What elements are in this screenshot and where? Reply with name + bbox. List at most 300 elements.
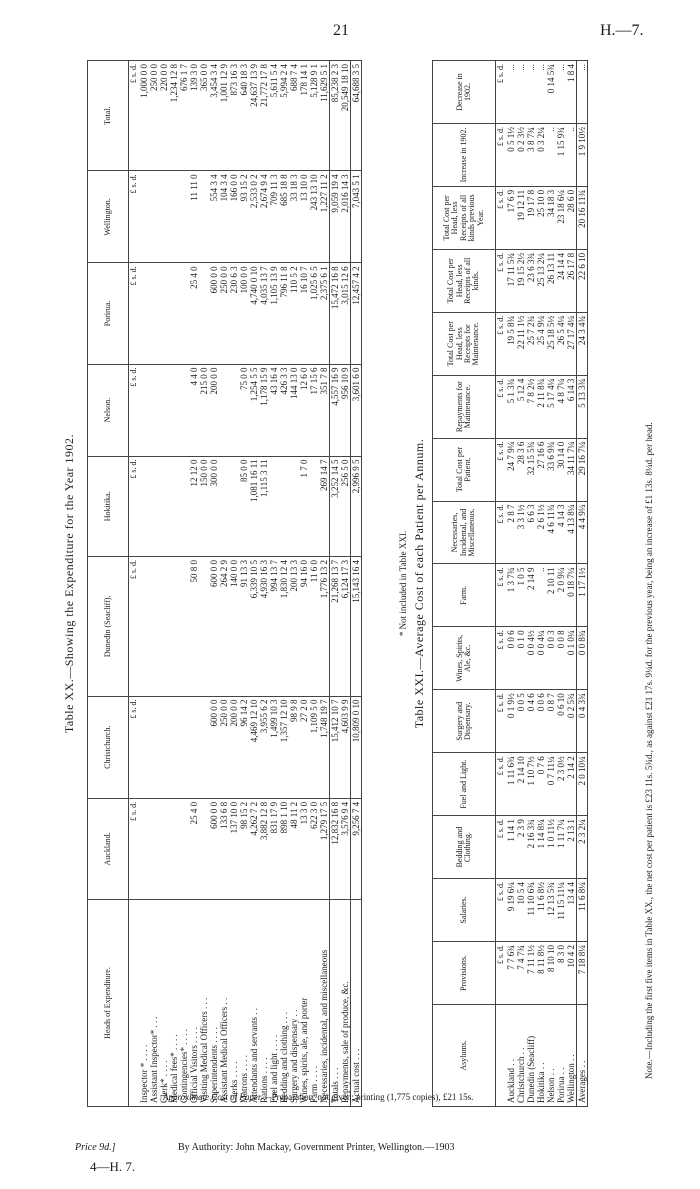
table-cell: 100 0 0: [239, 263, 249, 364]
table-cell: 13 10 0: [299, 171, 309, 263]
table-cell: 2 13 1: [566, 816, 577, 879]
column-header: Bedding and Clothing.: [433, 816, 496, 879]
table-cell: 3,882 12 8: [259, 798, 269, 899]
table-row: [546, 61, 556, 1107]
table-cell: 215 0 0: [199, 364, 209, 456]
table-cell: 11 15 11¼: [556, 879, 566, 942]
table-cell: £ s. d.: [496, 312, 507, 375]
table-row: [149, 61, 159, 1107]
table-cell: 0 0 4½: [526, 627, 536, 690]
table-cell: 17 11 5¾: [506, 249, 516, 312]
table-cell: [199, 557, 209, 697]
table-cell: 4,603 9 9: [340, 696, 351, 798]
table-cell: 0 4 3¾: [577, 690, 588, 753]
table-cell: [219, 364, 229, 456]
table-cell: 9 19 6¼: [506, 879, 516, 942]
table-cell: 5 13 3¾: [577, 375, 588, 438]
table-row: [299, 61, 309, 1107]
table-cell: 0 2 3½: [516, 123, 526, 186]
table-cell: 1 11 6¾: [506, 753, 516, 816]
table-cell: 1 11 7¼: [556, 816, 566, 879]
table-cell: 98 9 8: [289, 696, 299, 798]
table-row: [556, 61, 566, 1107]
table-row: [169, 61, 179, 1107]
table-cell: 7 7 6¾: [506, 941, 516, 1004]
row-label: Necessaries, incidental, and miscellaneous: [319, 900, 330, 1107]
table-cell: 25 4 0: [189, 798, 199, 899]
table-cell: 32 15 5¾: [526, 438, 536, 501]
table-cell: £ s. d.: [496, 123, 507, 186]
table-cell: £ s. d.: [129, 456, 140, 556]
row-label: Superintendents . . . .: [209, 900, 219, 1107]
table-cell: 0 0 6: [536, 690, 546, 753]
table-cell: £ s. d.: [129, 171, 140, 263]
table-cell: 12 6 0: [299, 364, 309, 456]
table-cell: 3,601 6 0: [351, 364, 362, 456]
table-cell: 4,035 13 7: [259, 263, 269, 364]
table-cell: 178 14 1: [299, 61, 309, 171]
paper-cost-text: —Preparation, not given; printing (1,775 copies), £21 15s.: [262, 1092, 474, 1102]
table-row: [129, 61, 140, 1107]
table-cell: 3 3 1½: [516, 501, 526, 564]
table-cell: 19 12 11: [516, 186, 526, 249]
table-cell: 7 18 8¼: [577, 941, 588, 1004]
table-cell: 300 0 0: [209, 456, 219, 556]
table-cell: 6,124 17 3: [340, 557, 351, 697]
row-label: Contingencies* . . . .: [179, 900, 189, 1107]
table-cell: [159, 263, 169, 364]
table-cell: 709 11 3: [269, 171, 279, 263]
table-cell: [159, 364, 169, 456]
page-number: 21: [333, 22, 349, 39]
row-label: Visiting Medical Officers . . .: [199, 900, 209, 1107]
column-header: Necessaries, Incidental, and Miscellaneous.: [433, 501, 496, 564]
table-row: [309, 61, 319, 1107]
table-cell: 2,016 14 3: [340, 171, 351, 263]
table-cell: 2 0 9¼: [556, 564, 566, 627]
table-cell: [139, 364, 149, 456]
table-cell: 1 0 11½: [546, 816, 556, 879]
column-header: Asylums.: [433, 1004, 496, 1106]
table-cell: [169, 364, 179, 456]
table-cell: £ s. d.: [496, 690, 507, 753]
signature-mark: 4—H. 7.: [90, 1159, 136, 1174]
table-cell: 5 12 4: [516, 375, 526, 438]
table-cell: 43 16 4: [269, 364, 279, 456]
row-label: Farm . . . .: [309, 900, 319, 1107]
table-cell: 2,533 0 2: [249, 171, 259, 263]
table-cell: 16 10 7: [299, 263, 309, 364]
column-header: Total Cost per Head, less Receipts of all kinds.: [433, 249, 496, 312]
table-cell: 2,996 9 5: [351, 456, 362, 556]
table-cell: 10,809 0 10: [351, 696, 362, 798]
table-cell: [159, 696, 169, 798]
table-cell: 1,000 0 0: [139, 61, 149, 171]
table-cell: 1 10 7½: [526, 753, 536, 816]
table-cell: [229, 364, 239, 456]
table-cell: 3,576 9 4: [340, 798, 351, 899]
table-cell: 4 4 0: [189, 364, 199, 456]
table-cell: 8 11 8½: [536, 941, 546, 1004]
table-cell: £ s. d.: [496, 753, 507, 816]
table-cell: 6,339 10 5: [249, 557, 259, 697]
table-21-note: Note.—Including the first five items in Table XX., the net cost per patient is £23 11s. 5¾d., as against £21 17s. 9¼d. for the previous year, being an increase of £1 13s. 8¼d. per head.: [644, 422, 654, 1079]
row-label: [129, 900, 140, 1107]
table-cell: £ s. d.: [496, 564, 507, 627]
table-row: [259, 61, 269, 1107]
column-header: Repayments for Maintenance.: [433, 375, 496, 438]
column-header: Hokitika.: [88, 456, 129, 556]
table-cell: [169, 456, 179, 556]
table-row: [229, 61, 239, 1107]
table-cell: 6 14 3: [566, 375, 577, 438]
table-cell: 0 8 7: [546, 690, 556, 753]
table-cell: 8 10 10: [546, 941, 556, 1004]
column-header: Provisions.: [433, 941, 496, 1004]
row-label: Inspector * . . . .: [139, 900, 149, 1107]
table-cell: £ s. d.: [496, 375, 507, 438]
table-cell: 1,105 13 9: [269, 263, 279, 364]
table-cell: £ s. d.: [496, 186, 507, 249]
table-cell: £ s. d.: [496, 941, 507, 1004]
table-cell: 25 13 2¼: [536, 249, 546, 312]
table-row: [433, 61, 496, 1107]
table-cell: 1,254 5 5: [249, 364, 259, 456]
table-cell: [159, 171, 169, 263]
table-cell: 7 11 1½: [526, 941, 536, 1004]
table-cell: 898 1 10: [279, 798, 289, 899]
column-header: Wellington.: [88, 171, 129, 263]
average-cost-table: [432, 60, 588, 1107]
table-cell: ...: [536, 61, 546, 124]
table-cell: [179, 456, 189, 556]
table-cell: 640 18 3: [239, 61, 249, 171]
table-cell: 29 16 7¼: [577, 438, 588, 501]
row-label: Fuel and light . . . .: [269, 900, 279, 1107]
table-cell: 48 11 2: [289, 798, 299, 899]
table-cell: 2 3 0½: [556, 753, 566, 816]
table-cell: [199, 263, 209, 364]
row-label: Rations . . . .: [259, 900, 269, 1107]
table-cell: 2 11 8¾: [536, 375, 546, 438]
column-header: Farm.: [433, 564, 496, 627]
column-header: Surgery and Dispensary.: [433, 690, 496, 753]
table-cell: [309, 456, 319, 556]
table-cell: 250 0 0: [219, 696, 229, 798]
table-cell: [169, 557, 179, 697]
table-cell: £ s. d.: [496, 249, 507, 312]
table-cell: 75 0 0: [239, 364, 249, 456]
table-cell: [139, 456, 149, 556]
table-cell: 1 14 8¼: [536, 816, 546, 879]
table-cell: 600 0 0: [209, 798, 219, 899]
table-cell: 27 17 4¼: [566, 312, 577, 375]
table-cell: 26 17 8: [566, 249, 577, 312]
table-cell: 15,143 16 4: [351, 557, 362, 697]
table-cell: [179, 557, 189, 697]
table-cell: ...: [577, 61, 588, 124]
table-cell: 250 0 0: [219, 263, 229, 364]
table-cell: 688 7 4: [289, 61, 299, 171]
table-cell: 110 5 2: [289, 263, 299, 364]
table-cell: £ s. d.: [129, 798, 140, 899]
table-cell: 1,234 12 8: [169, 61, 179, 171]
table-row: [319, 61, 330, 1107]
row-label: Surgery and dispensary . .: [289, 900, 299, 1107]
table-row: [516, 61, 526, 1107]
table-cell: 2 3 2¼: [577, 816, 588, 879]
table-cell: 9,256 7 4: [351, 798, 362, 899]
table-cell: 1 8 4: [566, 61, 577, 124]
table-cell: 4 8 7¼: [556, 375, 566, 438]
table-cell: 2 14 10: [516, 753, 526, 816]
table-cell: 1 14 1: [506, 816, 516, 879]
row-label: Actual cost . . .: [351, 900, 362, 1107]
table-cell: 956 10 9: [340, 364, 351, 456]
table-cell: 426 3 3: [279, 364, 289, 456]
table-cell: [169, 263, 179, 364]
table-cell: 26 13 11: [546, 249, 556, 312]
table-row: [351, 61, 362, 1107]
table-cell: 1 0 5: [516, 564, 526, 627]
column-header: Porirua.: [88, 263, 129, 364]
table-cell: 269 14 7: [319, 456, 330, 556]
table-cell: 10 4 2: [566, 941, 577, 1004]
table-cell: 85 0 0: [239, 456, 249, 556]
table-cell: 1,748 19 7: [319, 696, 330, 798]
table-cell: ..: [536, 564, 546, 627]
column-header: Auckland.: [88, 798, 129, 899]
printer-authority: By Authority: John Mackay, Government Printer, Wellington.—1903: [178, 1142, 455, 1153]
table-cell: £ s. d.: [496, 627, 507, 690]
table-cell: 9,059 19 4: [330, 171, 341, 263]
price: Price 9d.]: [75, 1142, 116, 1153]
table-cell: £ s. d.: [496, 816, 507, 879]
table-cell: 7,043 5 1: [351, 171, 362, 263]
table-cell: 24 7 9¼: [506, 438, 516, 501]
table-cell: 28 3 6: [516, 438, 526, 501]
table-cell: [149, 263, 159, 364]
table-cell: [169, 798, 179, 899]
table-cell: 622 3 0: [309, 798, 319, 899]
table-cell: 17 15 6: [309, 364, 319, 456]
table-cell: [149, 364, 159, 456]
table-cell: 25 4 0: [189, 263, 199, 364]
table-cell: 1,227 11 2: [319, 171, 330, 263]
table-cell: 4 4 9¼: [577, 501, 588, 564]
table-20-footnote: * Not included in Table XXI.: [398, 530, 408, 637]
table-cell: 3,015 12 6: [340, 263, 351, 364]
table-cell: 8 3 0: [556, 941, 566, 1004]
table-cell: 796 11 8: [279, 263, 289, 364]
table-cell: 140 0 0: [229, 557, 239, 697]
table-cell: 0 7 6: [536, 753, 546, 816]
column-header: Dunedin (Seacliff).: [88, 557, 129, 697]
table-cell: £ s. d.: [496, 61, 507, 124]
document-reference: H.—7.: [600, 22, 644, 39]
row-label: Dunedin (Seacliff): [526, 1004, 536, 1106]
column-header: Total Cost per Patient.: [433, 438, 496, 501]
table-cell: 4,740 0 10: [249, 263, 259, 364]
column-header: Increase in 1902.: [433, 123, 496, 186]
table-cell: 2,375 6 1: [319, 263, 330, 364]
table-cell: 3,955 6 2: [259, 696, 269, 798]
table-cell: 166 0 0: [229, 171, 239, 263]
row-label: Porirua . .: [556, 1004, 566, 1106]
table-cell: 250 0 0: [149, 61, 159, 171]
table-row: [526, 61, 536, 1107]
table-cell: 200 13 3: [289, 557, 299, 697]
table-row: [179, 61, 189, 1107]
table-cell: 26 5 4¼: [556, 312, 566, 375]
column-header: Nelson.: [88, 364, 129, 456]
table-cell: 19 17 8: [526, 186, 536, 249]
row-label: Bedding and clothing . . .: [279, 900, 289, 1107]
table-cell: 5 1 3¾: [506, 375, 516, 438]
table-cell: 20 16 11¾: [577, 186, 588, 249]
table-row: [577, 61, 588, 1107]
table-cell: 23 18 6¼: [556, 186, 566, 249]
table-cell: 25 4 9¼: [536, 312, 546, 375]
table-cell: 15,472 16 8: [330, 263, 341, 364]
table-cell: 600 0 0: [209, 696, 219, 798]
table-cell: ...: [516, 61, 526, 124]
table-cell: 0 0 8¾: [577, 627, 588, 690]
table-cell: 11 6 8½: [536, 879, 546, 942]
table-cell: [189, 696, 199, 798]
table-cell: [159, 557, 169, 697]
table-cell: 98 15 2: [239, 798, 249, 899]
row-label: [496, 1004, 507, 1106]
table-cell: 600 0 0: [209, 263, 219, 364]
table-cell: 0 0 3: [546, 627, 556, 690]
table-cell: 1,178 15 9: [259, 364, 269, 456]
table-cell: 137 10 0: [229, 798, 239, 899]
table-cell: [169, 696, 179, 798]
row-label: Assistant Medical Officers . .: [219, 900, 229, 1107]
table-row: [330, 61, 341, 1107]
table-cell: 28 6 0: [566, 186, 577, 249]
table-cell: £ s. d.: [496, 438, 507, 501]
row-label: Repayments, sale of produce, &c.: [340, 900, 351, 1107]
table-21-title: Table XXI.—Average Cost of each Patient per Annum.: [412, 438, 426, 729]
table-cell: 0 1 9½: [506, 690, 516, 753]
row-label: Hokitika . .: [536, 1004, 546, 1106]
table-cell: 2 14 2: [566, 753, 577, 816]
table-cell: 2 14 9: [526, 564, 536, 627]
table-cell: 11 10 6¾: [526, 879, 536, 942]
table-cell: 1,279 17 5: [319, 798, 330, 899]
table-cell: 19 15 2½: [516, 249, 526, 312]
table-cell: 4 14 3: [556, 501, 566, 564]
table-cell: ...: [556, 61, 566, 124]
row-label: Nelson . .: [546, 1004, 556, 1106]
table-cell: [179, 798, 189, 899]
column-header: Salaries.: [433, 879, 496, 942]
table-cell: 10 5 4: [516, 879, 526, 942]
table-cell: £ s. d.: [129, 364, 140, 456]
table-cell: ...: [506, 61, 516, 124]
table-row: [269, 61, 279, 1107]
row-label: Attendants and servants . .: [249, 900, 259, 1107]
table-cell: [149, 696, 159, 798]
table-cell: [139, 696, 149, 798]
table-cell: 600 0 0: [209, 557, 219, 697]
table-cell: 11 11 0: [189, 171, 199, 263]
table-cell: 4 13 8¼: [566, 501, 577, 564]
table-cell: 3,454 3 4: [209, 61, 219, 171]
table-cell: 13 3 0: [299, 798, 309, 899]
table-cell: 1,776 13 2: [319, 557, 330, 697]
table-cell: 0 4 6: [526, 690, 536, 753]
table-cell: 1 3 7¾: [506, 564, 516, 627]
table-cell: 243 13 10: [309, 171, 319, 263]
paper-cost-line: [163, 1092, 473, 1102]
column-header: Christchurch.: [88, 696, 129, 798]
table-cell: 1,830 12 4: [279, 557, 289, 697]
table-cell: 0 0 5: [516, 690, 526, 753]
table-cell: £ s. d.: [496, 879, 507, 942]
table-cell: 25 7 2¾: [526, 312, 536, 375]
table-cell: 1 17 1½: [577, 564, 588, 627]
table-cell: [159, 456, 169, 556]
table-cell: 1 7 0: [299, 456, 309, 556]
table-row: [139, 61, 149, 1107]
table-row: [249, 61, 259, 1107]
table-cell: [169, 171, 179, 263]
table-cell: 94 16 0: [299, 557, 309, 697]
table-row: [496, 61, 507, 1107]
table-row: [209, 61, 219, 1107]
table-cell: 19 5 8¾: [506, 312, 516, 375]
table-cell: 24 14 4: [556, 249, 566, 312]
table-cell: 7 4 7¾: [516, 941, 526, 1004]
row-label: Clerks . . . .: [229, 900, 239, 1107]
table-cell: 139 3 0: [189, 61, 199, 171]
table-cell: 133 6 8: [219, 798, 229, 899]
table-cell: 351 7 8: [319, 364, 330, 456]
table-cell: 27 2 0: [299, 696, 309, 798]
table-cell: 0 0 4¼: [536, 627, 546, 690]
table-cell: 5,128 9 1: [309, 61, 319, 171]
table-cell: [199, 798, 209, 899]
row-label: Assistant Inspector* . . .: [149, 900, 159, 1107]
table-cell: £ s. d.: [496, 501, 507, 564]
table-cell: [269, 456, 279, 556]
table-cell: 27 16 6: [536, 438, 546, 501]
table-cell: 2 16 3¾: [526, 816, 536, 879]
table-cell: 2 8 7: [506, 501, 516, 564]
table-cell: 2 3 9: [516, 816, 526, 879]
column-header: Total.: [88, 61, 129, 171]
table-cell: [279, 456, 289, 556]
table-cell: 264 2 9: [219, 557, 229, 697]
table-cell: 994 13 7: [269, 557, 279, 697]
table-cell: 24,637 13 9: [249, 61, 259, 171]
table-cell: 23 6 3¾: [526, 249, 536, 312]
table-cell: 220 0 0: [159, 61, 169, 171]
table-cell: 3,252 14 5: [330, 456, 341, 556]
table-cell: 15,412 10 7: [330, 696, 341, 798]
table-cell: [179, 364, 189, 456]
table-cell: 3 8 7¾: [526, 123, 536, 186]
table-cell: 676 1 7: [179, 61, 189, 171]
table-cell: [139, 263, 149, 364]
table-cell: [179, 696, 189, 798]
table-cell: 50 8 0: [189, 557, 199, 697]
table-cell: 2 10 11: [546, 564, 556, 627]
table-row: [219, 61, 229, 1107]
